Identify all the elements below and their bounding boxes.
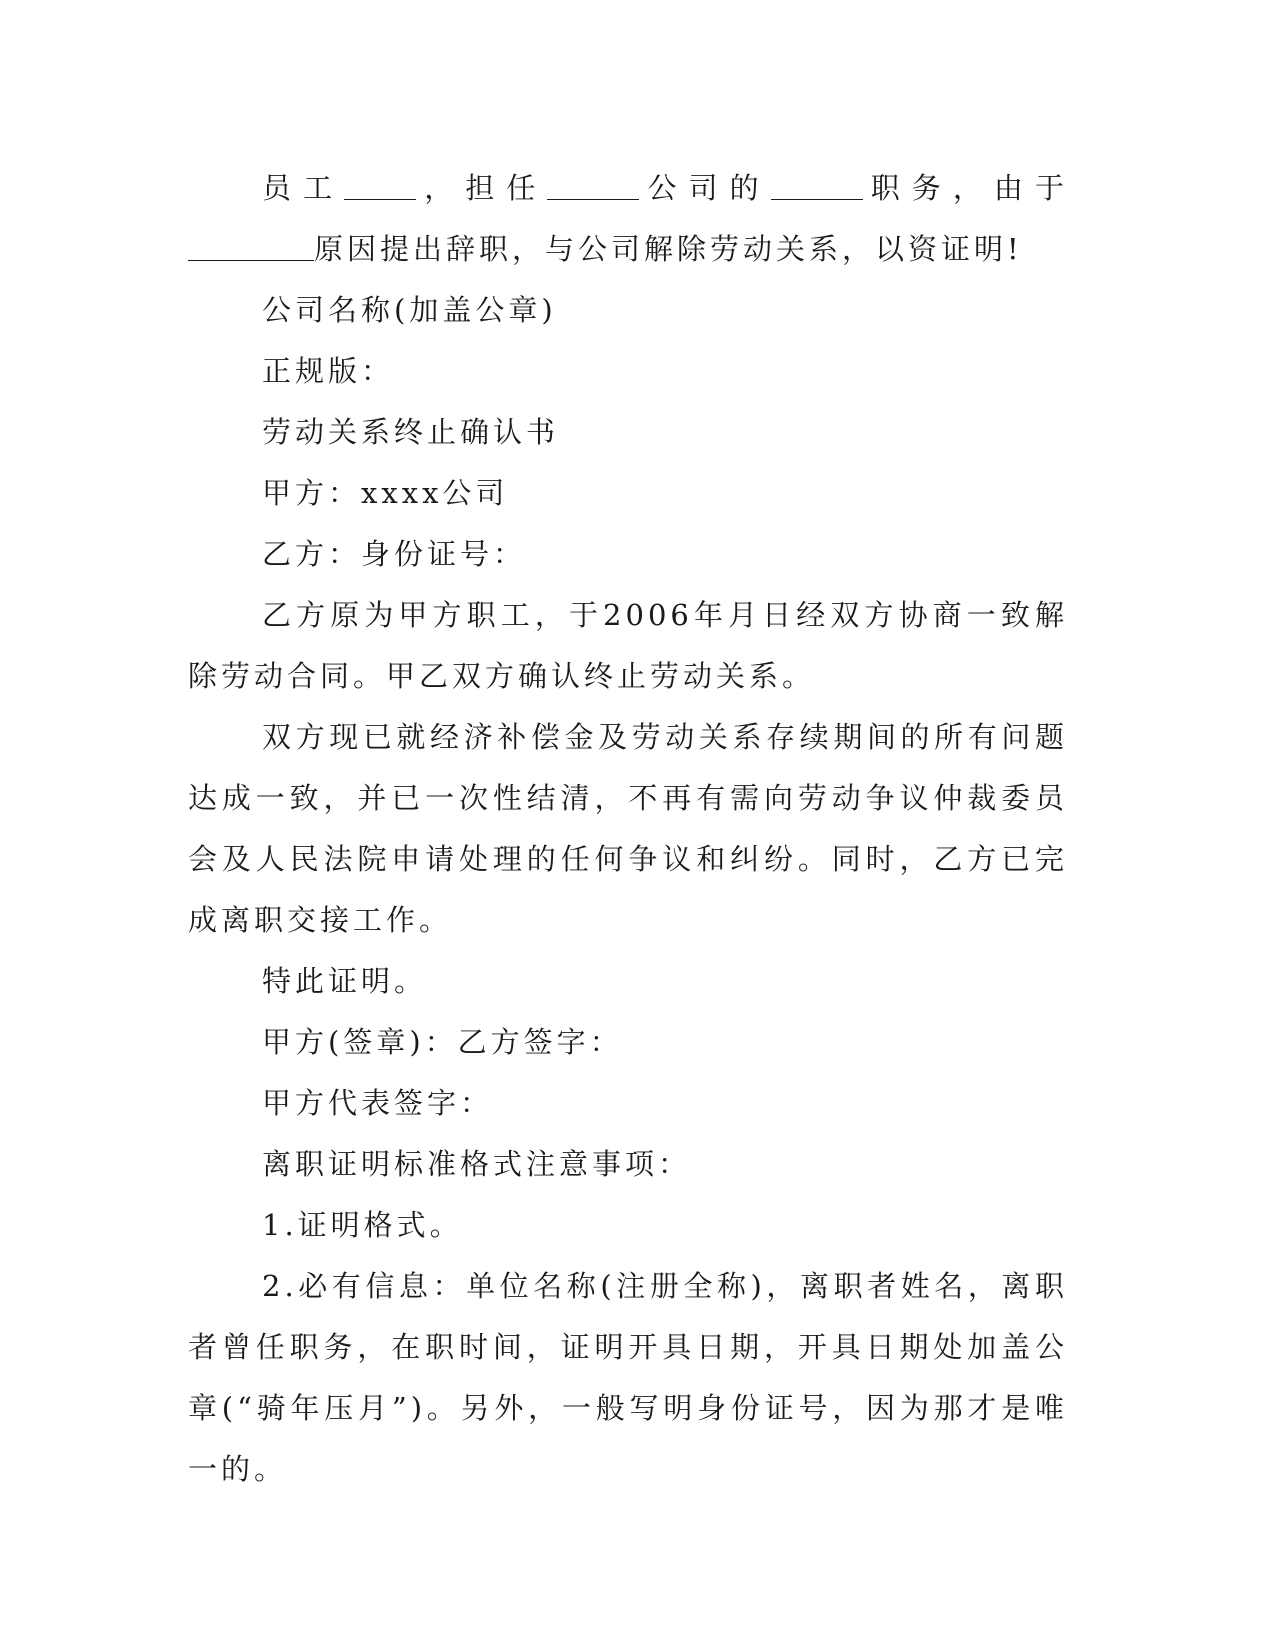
notes-heading: 离职证明标准格式注意事项：: [262, 1147, 692, 1181]
note-item-2: 2.必有信息：单位名称(注册全称)，离职者姓名，离职者曾任职务，在职时间，证明开具日期，开具日期处加盖公章(“骑年压月”)。另外，一般写明身份证号，因为那才是唯一的。: [188, 1269, 1068, 1486]
employee-name-blank: [344, 169, 416, 200]
statement-text-position: ，担任: [416, 171, 548, 205]
statement-text-closing: 原因提出辞职，与公司解除劳动关系，以资证明!: [314, 232, 1023, 266]
party-a-line: 甲方：xxxx公司: [262, 476, 509, 510]
document-body: [188, 158, 1068, 1500]
representative-signature-line: 甲方代表签字：: [262, 1086, 494, 1120]
company-seal-line: 公司名称(加盖公章): [262, 293, 557, 327]
resignation-statement: [188, 158, 1068, 280]
company-name-blank: [547, 169, 639, 200]
statement-text-company: 公司的: [639, 171, 771, 205]
confirmation-title: 劳动关系终止确认书: [262, 415, 560, 449]
settlement-paragraph: 双方现已就经济补偿金及劳动关系存续期间的所有问题达成一致，并已一次性结清，不再有需向劳动争议仲裁委员会及人民法院申请处理的任何争议和纠纷。同时，乙方已完成离职交接工作。: [188, 720, 1068, 937]
statement-text-reason: 职务，由于: [862, 171, 1068, 205]
signature-line: 甲方(签章)：乙方签字：: [262, 1025, 623, 1059]
certification-line: 特此证明。: [262, 964, 428, 998]
party-b-line: 乙方：身份证号：: [262, 537, 527, 571]
termination-paragraph: 乙方原为甲方职工，于2006年月日经双方协商一致解除劳动合同。甲乙双方确认终止劳动关系。: [188, 598, 1068, 693]
statement-text-employee: 员工: [262, 171, 345, 205]
reason-blank: [188, 230, 314, 261]
note-item-1: 1.证明格式。: [262, 1208, 463, 1242]
job-title-blank: [771, 169, 863, 200]
formal-version-label: 正规版：: [262, 354, 395, 388]
